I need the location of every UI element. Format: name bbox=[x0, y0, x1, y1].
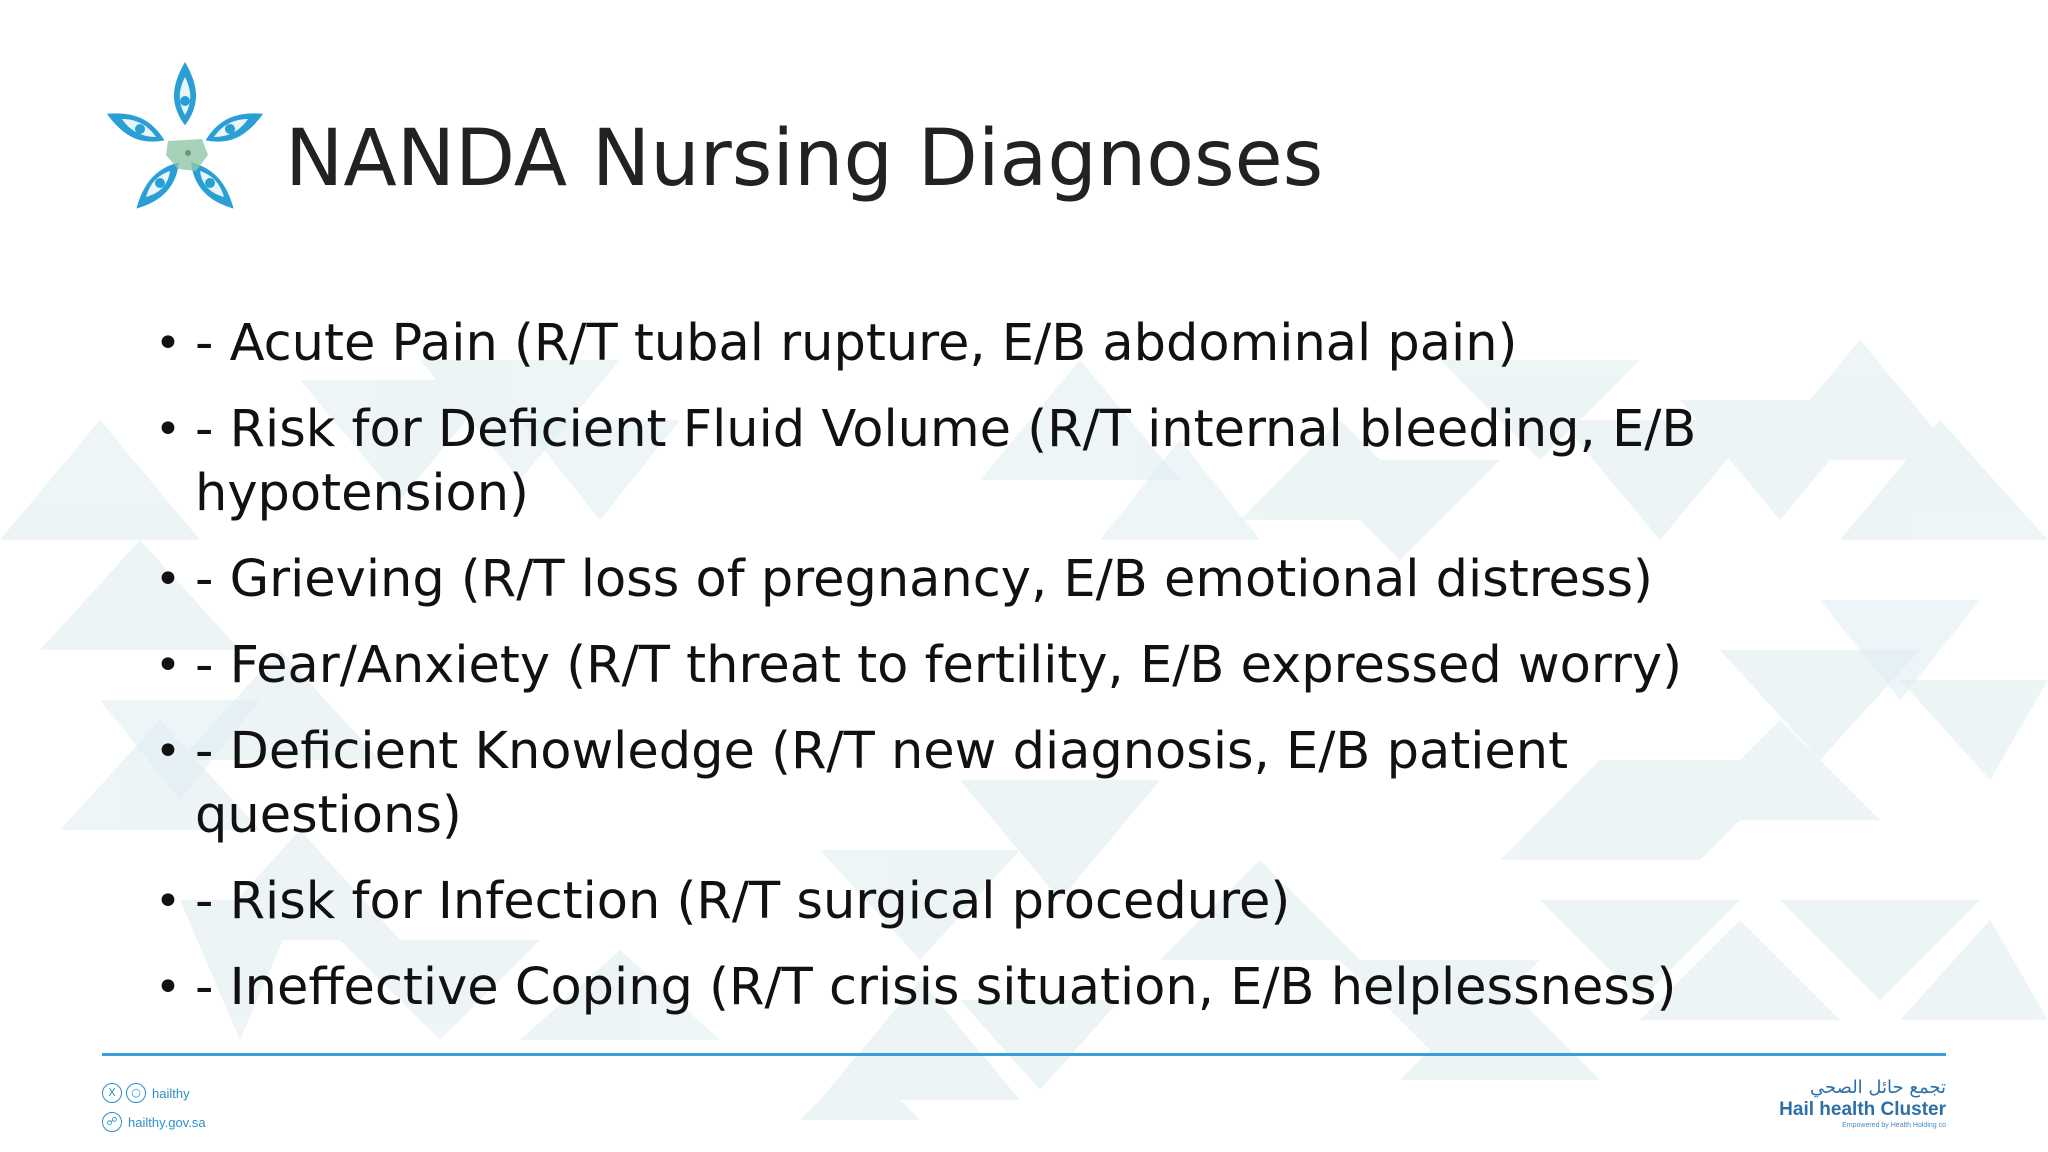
bullet-text: - Deficient Knowledge (R/T new diagnosis, E/B patient questions) bbox=[195, 722, 1569, 845]
bullet-dot: • bbox=[155, 404, 181, 455]
slide-title: NANDA Nursing Diagnoses bbox=[285, 114, 1324, 204]
cluster-tagline: Empowered by Health Holding co bbox=[1842, 1122, 1946, 1129]
bullet-list bbox=[155, 312, 1955, 1042]
bullet-text: - Grieving (R/T loss of pregnancy, E/B emotional distress) bbox=[195, 550, 1653, 609]
bullet-text: - Ineffective Coping (R/T crisis situation, E/B helplessness) bbox=[195, 958, 1677, 1017]
x-social-icon[interactable]: X bbox=[102, 1083, 122, 1103]
list-item bbox=[155, 720, 1775, 848]
footer-divider bbox=[102, 1053, 1946, 1056]
bullet-text: - Risk for Deficient Fluid Volume (R/T internal bleeding, E/B hypotension) bbox=[195, 400, 1697, 523]
list-item bbox=[155, 548, 1775, 612]
footer-social bbox=[102, 1080, 302, 1140]
list-item bbox=[155, 870, 1775, 934]
social-handle-row bbox=[102, 1080, 302, 1106]
list-item bbox=[155, 312, 1775, 376]
bullet-text: - Acute Pain (R/T tubal rupture, E/B abdominal pain) bbox=[195, 314, 1518, 373]
website-link[interactable]: hailthy.gov.sa bbox=[128, 1114, 206, 1130]
bullet-text: - Risk for Infection (R/T surgical procedure) bbox=[195, 872, 1291, 931]
star-flower-logo-icon bbox=[100, 55, 270, 220]
website-row bbox=[102, 1109, 302, 1135]
cluster-name-arabic: تجمع حائل الصحي bbox=[1809, 1077, 1946, 1098]
bullet-dot: • bbox=[155, 962, 181, 1013]
list-item bbox=[155, 956, 1775, 1020]
bullet-dot: • bbox=[155, 640, 181, 691]
bullet-dot: • bbox=[155, 554, 181, 605]
social-handle[interactable]: hailthy bbox=[152, 1085, 190, 1101]
bullet-dot: • bbox=[155, 876, 181, 927]
bullet-dot: • bbox=[155, 318, 181, 369]
list-item bbox=[155, 398, 1775, 526]
snapchat-icon[interactable]: ○ bbox=[126, 1083, 146, 1103]
cluster-branding bbox=[1720, 1077, 1946, 1137]
bullet-text: - Fear/Anxiety (R/T threat to fertility, E/B expressed worry) bbox=[195, 636, 1682, 695]
list-item bbox=[155, 634, 1775, 698]
globe-icon: ☍ bbox=[102, 1112, 122, 1132]
bullet-dot: • bbox=[155, 726, 181, 777]
cluster-name-english: Hail health Cluster bbox=[1779, 1099, 1946, 1120]
